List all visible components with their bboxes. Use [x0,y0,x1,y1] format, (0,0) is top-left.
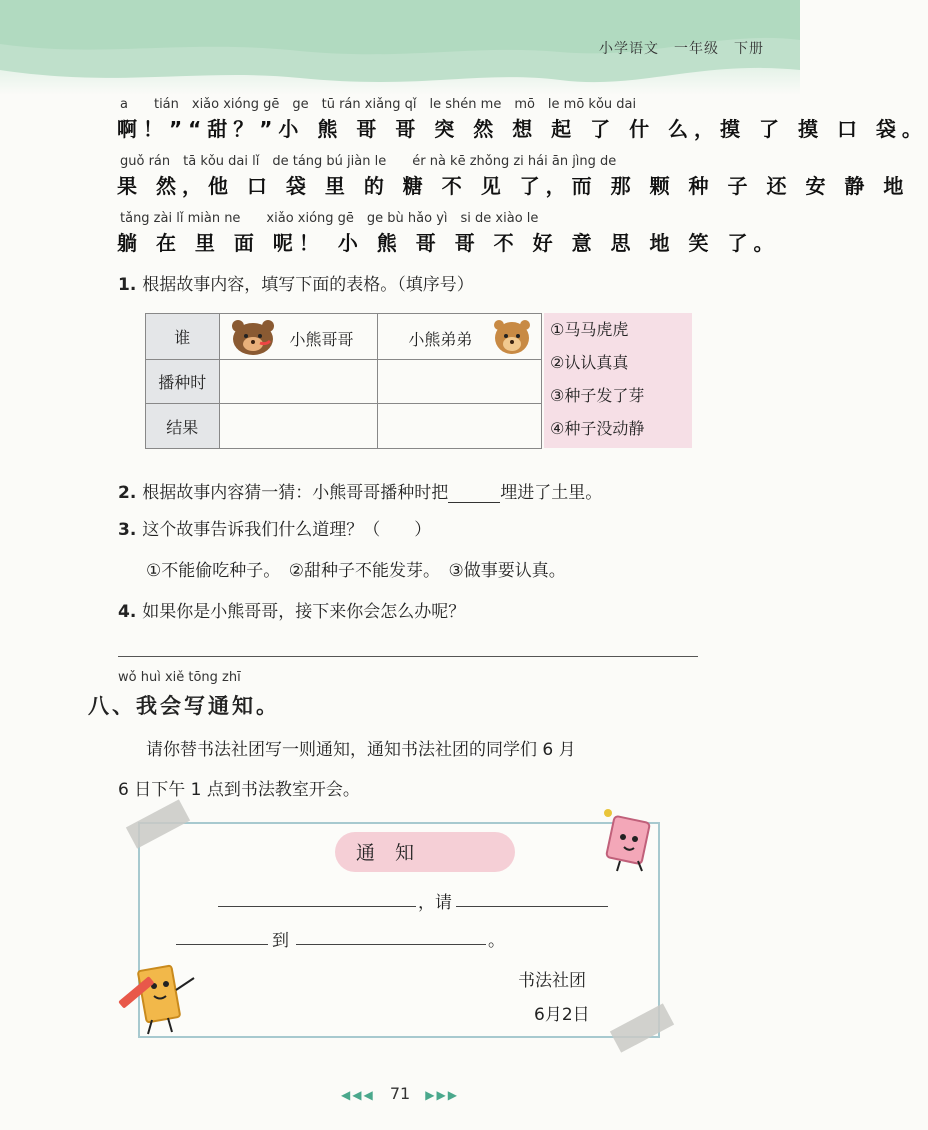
cell-small-result[interactable] [378,404,542,449]
notice-to: 到 [272,931,289,951]
notice-title: 通知 [356,842,435,864]
next-arrows-icon: ▶▶▶ [425,1088,459,1102]
book-title: 小学语文 一年级 下册 [599,41,764,57]
pencil-book-mascot-icon [112,960,202,1040]
notice-signer: 书法社团 [518,971,586,991]
big-bear-icon [226,317,280,357]
section-8-title: 八、我会写通知。 [88,694,280,718]
options-list [544,313,692,448]
row-label-who: 谁 [146,314,220,360]
story-pinyin-line-3: tǎng zài lǐ miàn ne xiǎo xióng gē ge bù hǎo yì si de xiào le [120,211,539,226]
notice-date: 6月2日 [534,1005,590,1025]
cell-big-result[interactable] [219,404,378,449]
story-hanzi-line-3: 躺 在 里 面 呢！ 小 熊 哥 哥 不 好 意 思 地 笑 了。 [117,231,780,255]
question-3 [118,515,431,540]
prev-arrows-icon: ◀◀◀ [341,1088,375,1102]
question-4-text: 如果你是小熊哥哥，接下来你会怎么办呢？ [142,602,466,622]
section-8-paragraph-2: 6 日下午 1 点到书法教室开会。 [118,780,360,800]
option-2: ②认认真真 [550,353,629,372]
question-4-number: 4. [118,602,137,622]
answer-table [145,313,542,448]
question-1-text: 根据故事内容，填写下面的表格。（填序号） [142,275,474,295]
question-1 [118,270,474,295]
question-3-text: 这个故事告诉我们什么道理？（ ） [142,520,432,540]
story-pinyin-line-2: guǒ rán tā kǒu dai lǐ de táng bú jiàn le ér nà kē zhǒng zi hái ān jìng de [120,154,617,169]
notice-blank-3[interactable] [176,943,268,945]
col-small-bear [378,314,542,360]
question-2-text-b: 埋进了土里。 [500,483,603,503]
notice-period: 。 [488,931,505,951]
question-4-answer-line[interactable] [118,656,698,657]
notice-blank-2[interactable] [456,905,608,907]
col-small-bear-label: 小熊弟弟 [408,330,473,349]
question-1-number: 1. [118,275,137,295]
notice-blank-1[interactable] [218,905,416,907]
small-bear-icon [490,316,534,358]
cell-small-sow[interactable] [378,360,542,404]
col-big-bear-label: 小熊哥哥 [289,330,354,349]
row-label-result: 结果 [146,404,220,449]
question-2 [118,478,602,503]
col-big-bear [219,314,378,360]
notice-blank-4[interactable] [296,943,486,945]
question-3-choices: ①不能偷吃种子。 ②甜种子不能发芽。 ③做事要认真。 [146,561,566,581]
option-1: ①马马虎虎 [550,320,629,339]
row-label-sow: 播种时 [146,360,220,404]
question-2-blank[interactable] [448,488,500,503]
question-4 [118,597,465,622]
notice-please: ，请 [418,893,452,913]
option-4: ④种子没动静 [550,419,645,438]
question-2-number: 2. [118,483,137,503]
question-2-text-a: 根据故事内容猜一猜：小熊哥哥播种时把 [142,483,449,503]
option-3: ③种子发了芽 [550,386,645,405]
question-3-number: 3. [118,520,137,540]
story-pinyin-line-1: a tián xiǎo xióng gē ge tū rán xiǎng qǐ le shén me mō le mō kǒu dai [120,97,637,112]
section-8-pinyin: wǒ huì xiě tōng zhī [118,670,241,685]
story-hanzi-line-1: 啊！”“甜？”小 熊 哥 哥 突 然 想 起 了 什 么，摸 了 摸 口 袋。 [117,117,928,141]
story-hanzi-line-2: 果 然，他 口 袋 里 的 糖 不 见 了，而 那 颗 种 子 还 安 静 地 [117,174,910,198]
page-footer [0,1084,800,1103]
book-mascot-icon [598,805,658,875]
cell-big-sow[interactable] [219,360,378,404]
page-number: 71 [389,1084,411,1103]
section-8-paragraph-1: 请你替书法社团写一则通知，通知书法社团的同学们 6 月 [146,740,576,760]
